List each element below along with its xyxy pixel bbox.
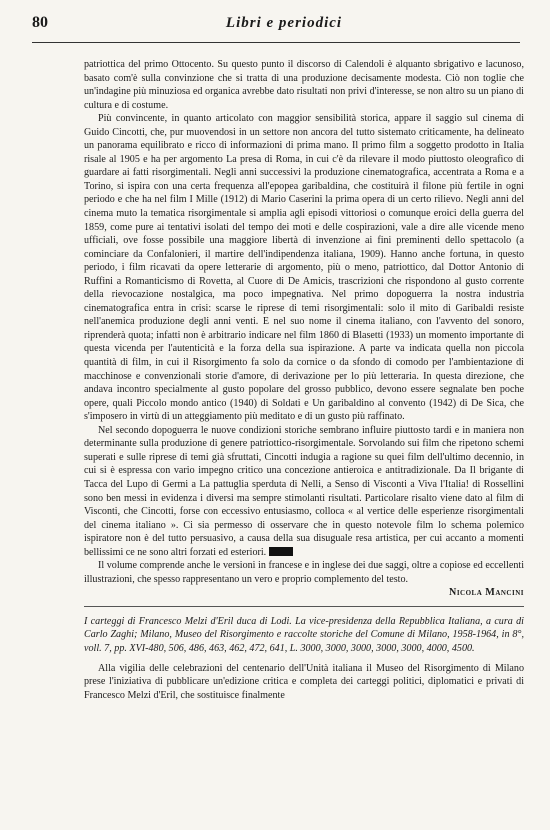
redaction-mark <box>269 547 293 556</box>
review-signature: Nicola Mancini <box>449 587 524 599</box>
book-citation: I carteggi di Francesco Melzi d'Eril duca di Lodi. La vice-presidenza della Repubblica Italiana, a cura di Carlo Zaghi; Milano, Museo del Risorgimento e raccolte storiche del Comune di Milano, 1958-1964, in 8°, voll. 7, pp. XVI-480, 506, 486, 463, 462, 472, 641, L. 3000, 3000, 3000, 3000, 3000, 4000, 4500. <box>84 615 524 654</box>
page-number: 80 <box>32 14 48 31</box>
header-rule <box>32 42 520 43</box>
paragraph-3-text: Nel secondo dopoguerra le nuove condizioni storiche sembrano influire piuttosto tardi e in maniera non determinante sulla produzione di genere patriottico-risorgimentale. Sorvolando sui film che ripetono schemi superati e sulle riprese di temi già sfruttati, Cincotti indugia a ragione su quei film dell'ultimo decennio, in cui si è espressa con vario impegno critico una concezione antieroica e antitradizionale. Da Il brigante di Tacca del Lupo di Germi a La pattuglia sperduta di Nelli, a Senso di Visconti a Viva l'Italia! di Rossellini sono ben messi in evidenza i diversi ma sempre stimolanti risultati. Particolare risalto viene dato al film di Visconti, che Cincotti, forse con eccessivo entusiasmo, colloca « al vertice delle esperienze risorgimentali del cinema italiano ». Ci sia permesso di osservare che in questo notevole film lo schema polemico ispiratore non è del tutto persuasivo, a causa della sua disuguale resa artistica, per cui accanto a momenti bellissimi ce ne sono altri forzati ed esteriori. <box>84 424 524 558</box>
article-body <box>84 58 524 702</box>
review-divider <box>84 606 524 607</box>
paragraph-3 <box>84 424 524 559</box>
paragraph-1: patriottica del primo Ottocento. Su questo punto il discorso di Calendoli è alquanto sbrigativo e lacunoso, basato com'è sulla convinzione che si tratta di una produzione decisamente modesta. Ciò non toglie che un'indagine più minuziosa ed organica avrebbe dato risultati non privi d'interesse, se non altro su un piano di cultura e di costume. <box>84 59 524 111</box>
running-head: Libri e periodici <box>225 15 343 31</box>
paragraph-4: Il volume comprende anche le versioni in francese e in inglese dei due saggi, oltre a copiose ed eccellenti illustrazioni, che spesso rappresentano un vero e proprio complemento del testo. <box>84 560 524 585</box>
page-header <box>32 14 520 40</box>
paragraph-5: Alla vigilia delle celebrazioni del centenario dell'Unità italiana il Museo del Risorgimento di Milano prese l'iniziativa di pubblicare un'edizione critica e completa dei carteggi politici, diplomatici e privati di Francesco Melzi d'Eril, che sostituisce finalmente <box>84 662 524 701</box>
paragraph-2: Più convincente, in quanto articolato con maggior sensibilità storica, appare il saggio sul cinema di Guido Cincotti, che, pur muovendosi in un settore non ancora del tutto sistemato criticamente, ha delineato un panorama equilibrato e ricco di informazioni di prima mano. Il primo film a soggetto prodotto in Italia risale al 1905 e ha per argomento La presa di Roma, in cui c'è da rilevare il modo piuttosto oleografico di guardare ai fatti risorgimentali. Negli anni successivi la produzione cinematografica, accentrata a Roma e a Torino, si ispira con una certa frequenza all'epopea garibaldina, che costituirà il filone più fertile in ogni periodo e che ha nel film I Mille (1912) di Mario Caserini la prima opera di un certo rilievo. Negli anni del cinema muto la tematica risorgimentale si amplia agli episodi vittoriosi o comunque eroici della guerra del 1859, come pure ai tentativi isolati del tempo dei moti e delle cospirazioni, vale a dire alle vicende meno ufficiali, ove fosse possibile una maggiore libertà di invenzione ai fini preminenti dello spettacolo (a cominciare da Confalonieri, il martire dell'indipendenza italiana, 1909). Hanno anche fortuna, in questo periodo, i film ricavati da opere letterarie di argomento, più o meno, patriottico, dal Dottor Antonio di Ruffini a Romanticismo di Rovetta, al Cuore di De Amicis, trascrizioni che rispondono al gusto corrente della rievocazione nostalgica, ma poco impegnativa. Nel primo dopoguerra la nostra industria cinematografica entra in crisi: scarse le riprese di temi risorgimentali: solo il mito di Garibaldi resiste nell'anemica produzione degli anni venti. E nel suo nome il cinema italiano, con l'avvento del sonoro, riprenderà quota; infatti non è arbitrario indicare nel film 1860 di Blasetti (1933) un momento importante di questa vicenda per l'autenticità e la forza della sua ispirazione. A parte va indicata quella non piccola quantità di film, in cui il Risorgimento fa solo da cornice o da sfondo di comodo per l'ambientazione di macchinose e convenzionali storie d'amore, di derivazione per lo più letteraria. In questa direzione, che andava incontro specialmente al gusto popolare del grosso pubblico, devono essere segnalate ben poche opere, quali Piccolo mondo antico (1940) di Soldati e Un garibaldino al convento (1942) di De Sica, che s'imposero in virtù di un atteggiamento più meditato e di un gusto più raffinato. <box>84 113 524 423</box>
